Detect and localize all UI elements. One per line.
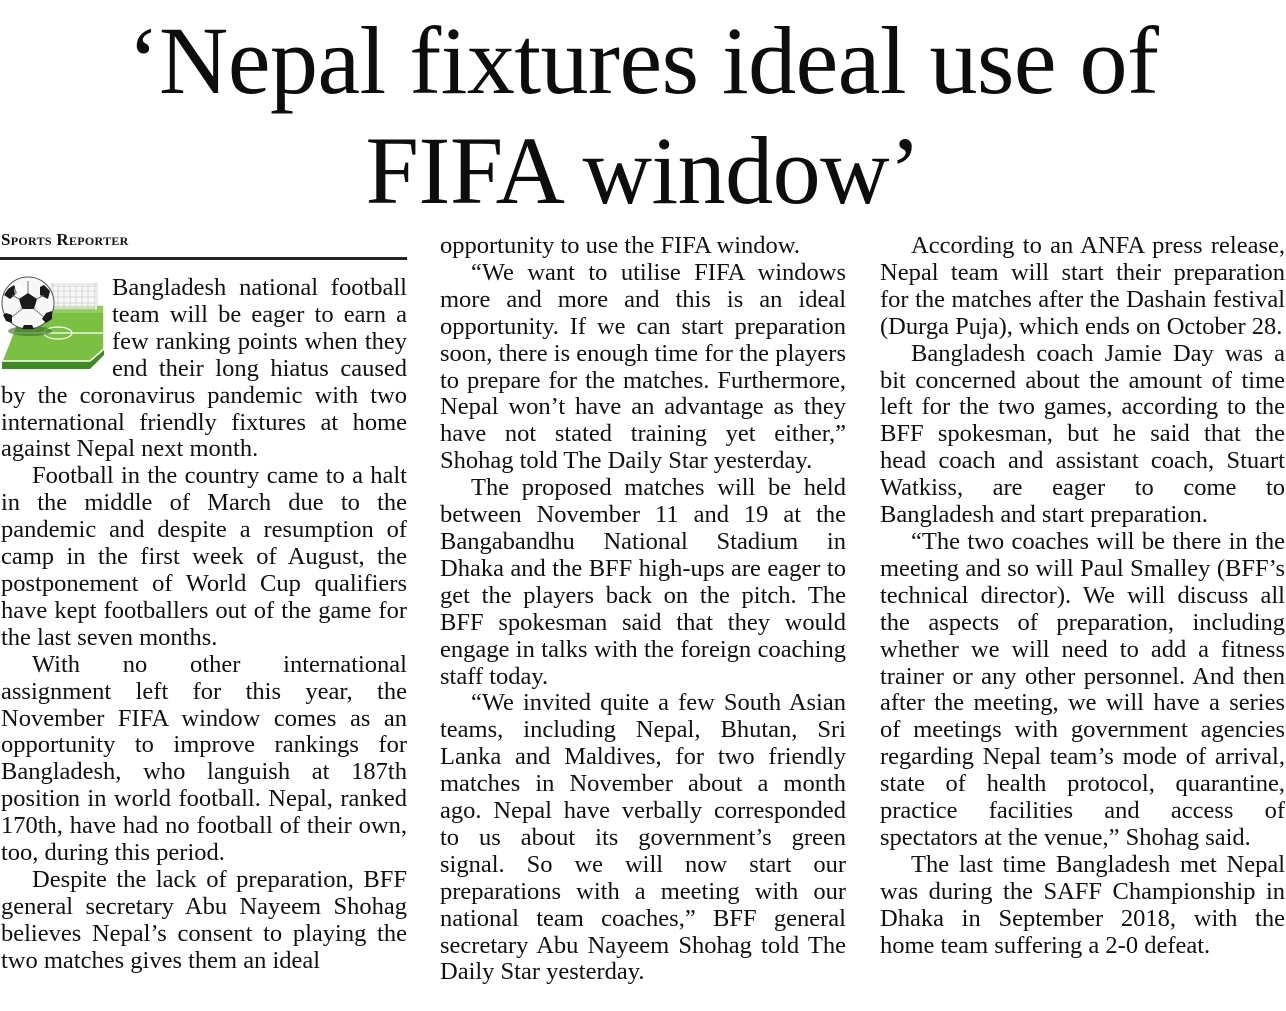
byline-divider [0,257,407,260]
paragraph: Football in the country came to a halt in the middle of March due to the pandemic and despite a resumption of camp in the first week of August, the postponement of World Cup qualifiers have kept footballers out of the game for the last seven months. [1,462,407,651]
paragraph: According to an ANFA press release, Nepal team will start their preparation for the matches after the Dashain festival (Durga Puja), which ends on October 28. [880,232,1285,340]
paragraph: opportunity to use the FIFA window. [440,232,801,259]
article-column-3 [880,233,1285,959]
headline [0,6,1286,226]
byline: Sports Reporter [1,230,129,249]
paragraph: Bangladesh national football team will be eager to earn a few ranking points when they end their long hiatus caused by the coronavirus pandemic with two international friendly fixtures at home against Nepal next month. [1,274,407,463]
football-pitch-icon [0,275,104,375]
paragraph: “The two coaches will be there in the meeting and so will Paul Smalley (BFF’s technical director). We will discuss all the aspects of preparation, including whether we will need to add a fitness trainer or any other personnel. And then after the meeting, we will have a series of meetings with government agencies regarding Nepal team’s mode of arrival, state of health protocol, quarantine, practice facilities and access of spectators at the venue,” Shohag said. [880,527,1285,851]
paragraph: With no other international assignment left for this year, the November FIFA window comes as an opportunity to improve rankings for Bangladesh, who languish at 187th position in world football. Nepal, ranked 170th, have had no football of their own, too, during this period. [1,650,407,867]
article-column-2 [440,233,846,986]
headline-line-1: ‘Nepal fixtures ideal use of [127,7,1159,114]
paragraph: The proposed matches will be held between November 11 and 19 at the Bangabandhu National Stadium in Dhaka and the BFF high-ups are eager to get the players back on the pitch. The BFF spokesman said that they would engage in talks with the foreign coaching staff today. [440,474,846,690]
article-column-1 [1,275,407,975]
paragraph: Despite the lack of preparation, BFF general secretary Abu Nayeem Shohag believes Nepal’s consent to playing the two matches gives them an ideal [1,865,407,974]
paragraph: “We want to utilise FIFA windows more and more and this is an ideal opportunity. If we can start preparation soon, there is enough time for the players to prepare for the matches. Furthermore, Nepal won’t have an advantage as they have not stated training yet either,” Shohag told The Daily Star yesterday. [440,258,846,475]
paragraph: “We invited quite a few South Asian teams, including Nepal, Bhutan, Sri Lanka and Maldives, for two friendly matches in November about a month ago. Nepal have verbally corresponded to us about its government’s green signal. So we will now start our preparations with a meeting with our national team coaches,” BFF general secretary Abu Nayeem Shohag told The Daily Star yesterday. [440,689,846,986]
headline-line-2: FIFA window’ [365,117,921,224]
paragraph: The last time Bangladesh met Nepal was during the SAFF Championship in Dhaka in September 2018, with the home team suffering a 2-0 defeat. [880,850,1285,959]
paragraph: Bangladesh coach Jamie Day was a bit concerned about the amount of time left for the two games, according to the BFF spokesman, but he said that the head coach and assistant coach, Stuart Watkiss, are eager to come to Bangladesh and start preparation. [880,339,1285,529]
